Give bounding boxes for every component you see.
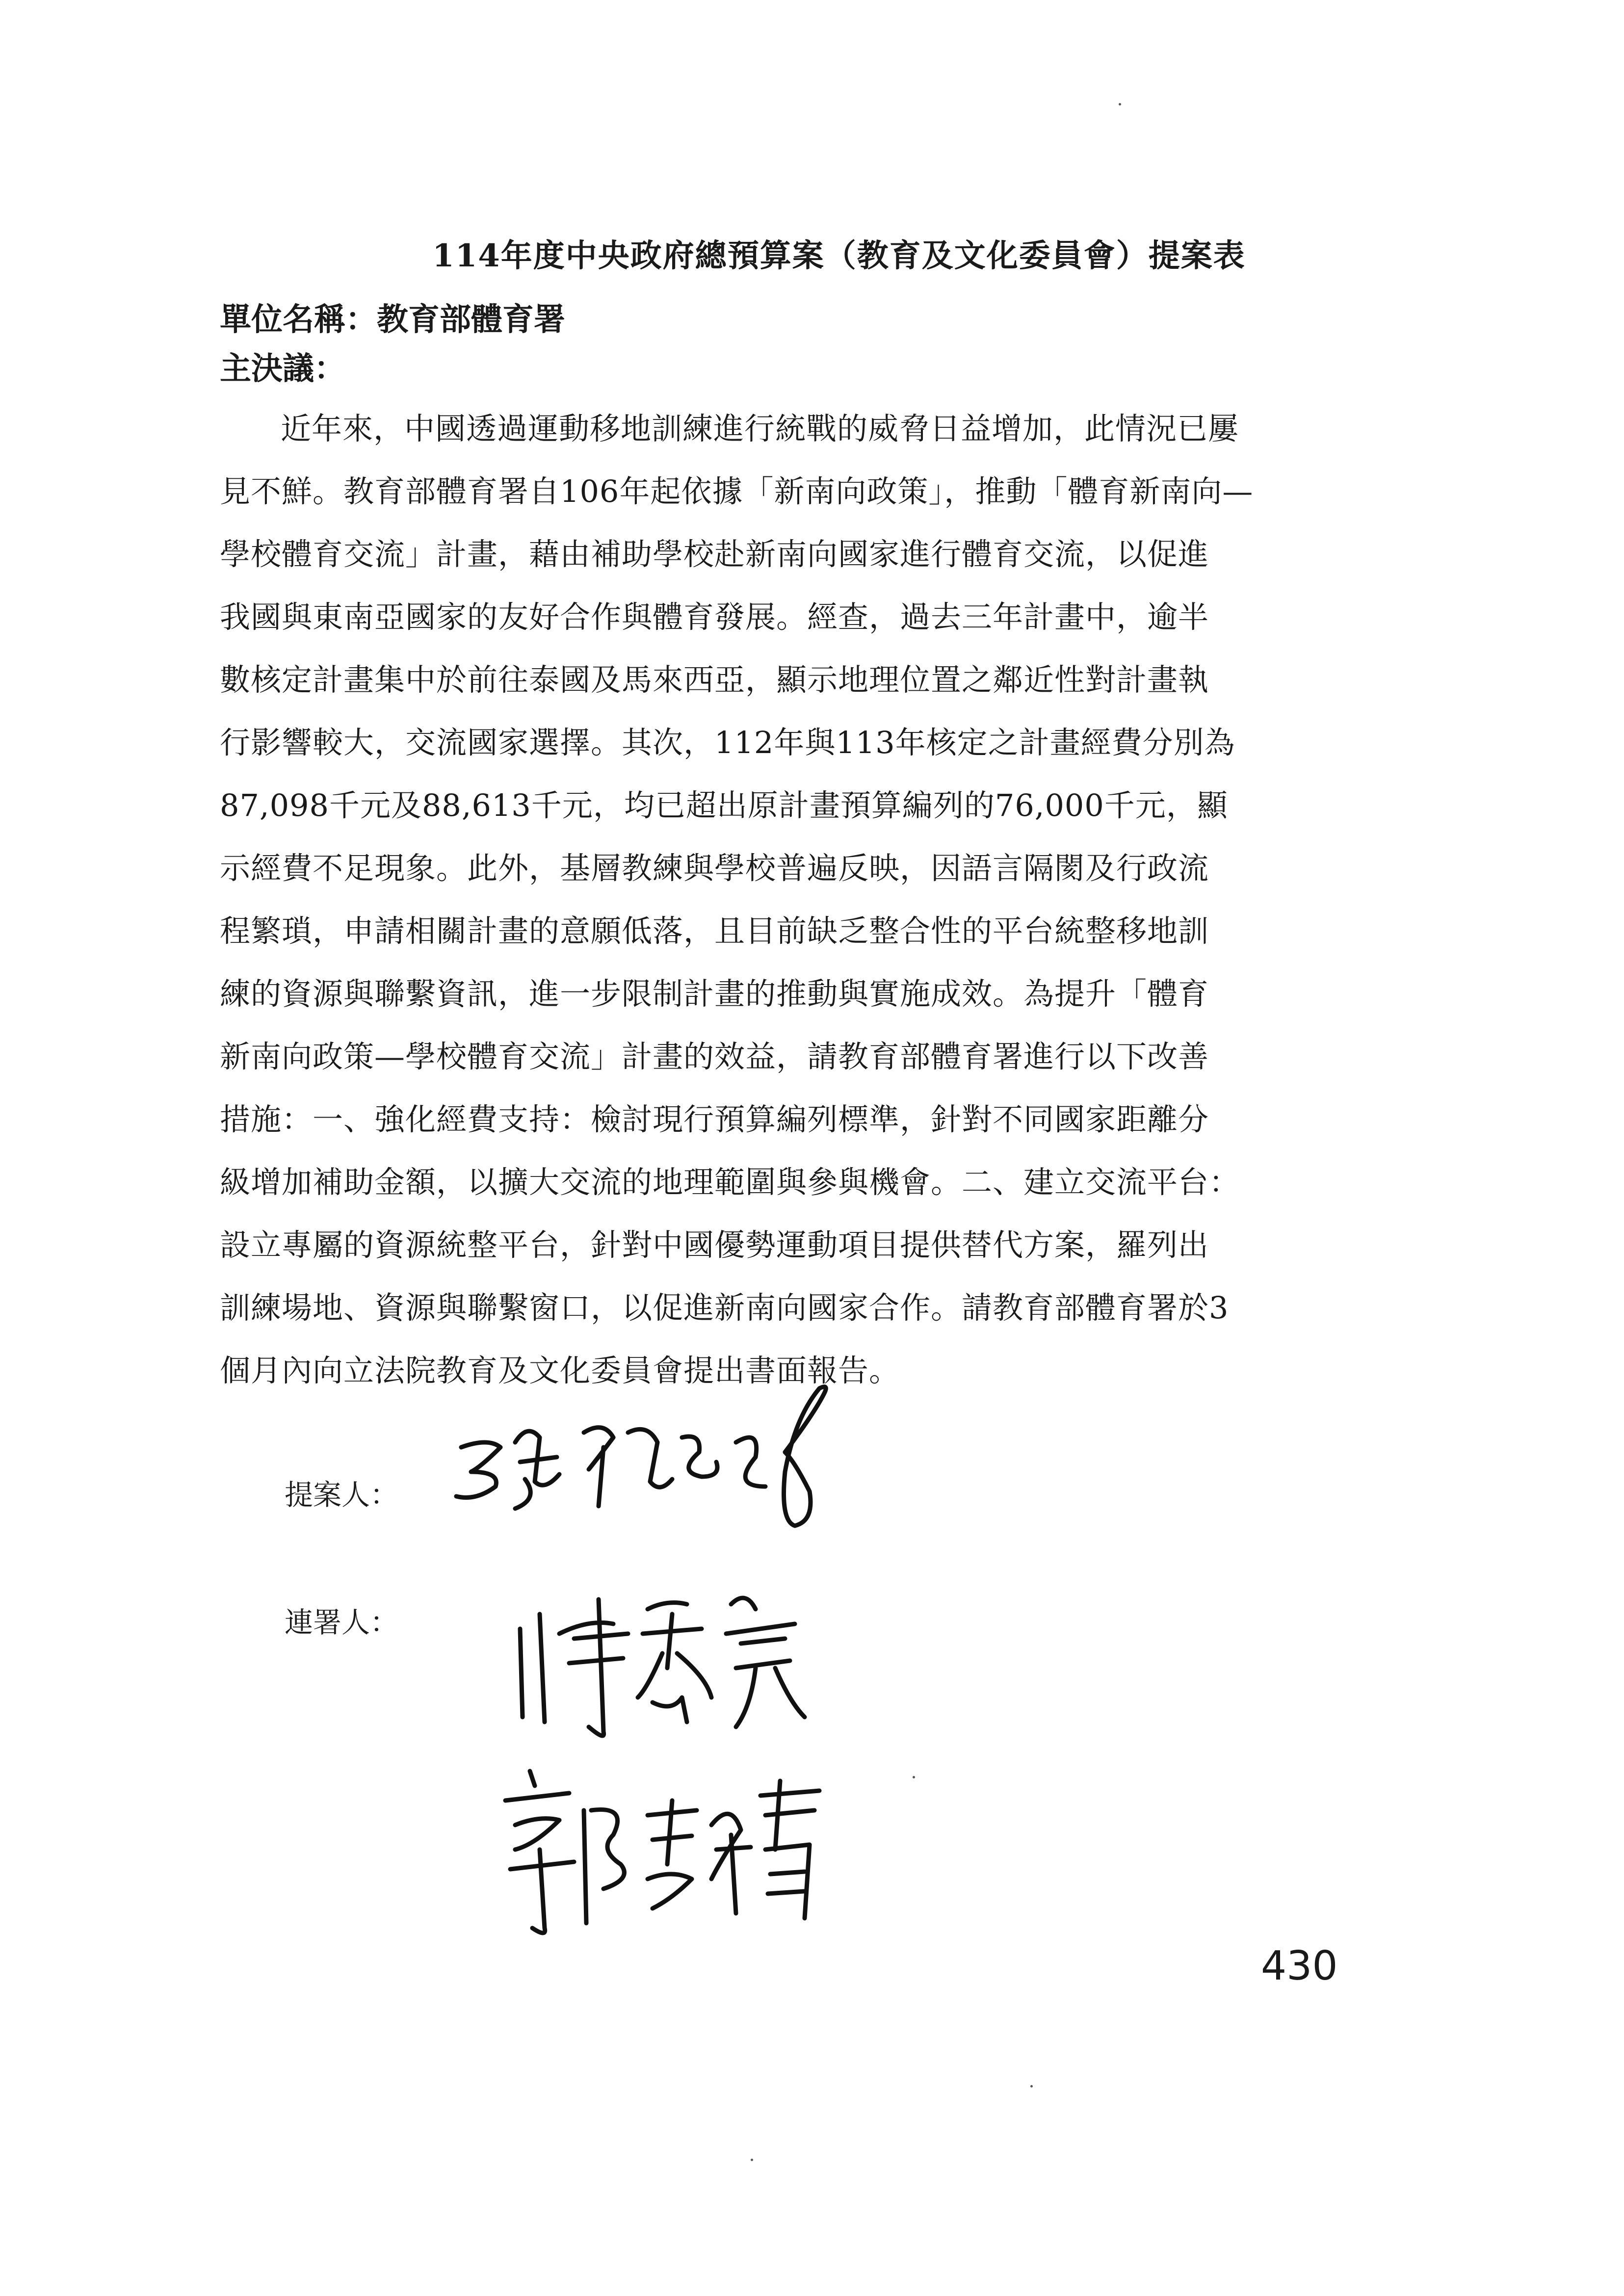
scan-speck [1030,2085,1033,2087]
body-line: 我國與東南亞國家的友好合作與體育發展。經查，過去三年計畫中，逾半 [220,599,1209,635]
cosigner-signature-1 [500,1570,834,1747]
resolution-label: 主決議： [220,350,345,387]
body-line: 示經費不足現象。此外，基層教練與學校普遍反映，因語言隔閡及行政流 [220,850,1209,886]
resolution-body [220,397,1427,1402]
body-line: 級增加補助金額，以擴大交流的地理範圍與參與機會。二、建立交流平台： [220,1164,1240,1200]
body-line: 設立專屬的資源統整平台，針對中國優勢運動項目提供替代方案，羅列出 [220,1227,1209,1263]
page-number: 430 [1261,1943,1338,1989]
unit-name: 教育部體育署 [377,301,565,338]
body-line: 行影響較大，交流國家選擇。其次，112年與113年核定之計畫經費分別為 [220,725,1235,760]
scan-speck [1119,103,1121,105]
body-line: 程繁瑣，申請相關計畫的意願低落，且目前缺乏整合性的平台統整移地訓 [220,913,1209,949]
body-line: 近年來，中國透過運動移地訓練進行統戰的威脅日益增加，此情況已屢 [281,411,1239,446]
body-line: 見不鮮。教育部體育署自106年起依據「新南向政策」，推動「體育新南向— [220,473,1254,509]
body-line: 個月內向立法院教育及文化委員會提出書面報告。 [220,1353,900,1388]
body-line: 數核定計畫集中於前往泰國及馬來西亞，顯示地理位置之鄰近性對計畫執 [220,662,1209,698]
body-line: 措施：一、強化經費支持：檢討現行預算編列標準，針對不同國家距離分 [220,1101,1209,1137]
body-line: 87,098千元及88,613千元，均已超出原計畫預算編列的76,000千元，顯 [220,787,1228,823]
body-line: 新南向政策—學校體育交流」計畫的效益，請教育部體育署進行以下改善 [220,1039,1209,1074]
document-title: 114年度中央政府總預算案（教育及文化委員會）提案表 [432,237,1246,274]
body-line: 學校體育交流」計畫，藉由補助學校赴新南向國家進行體育交流，以促進 [220,536,1209,572]
unit-label: 單位名稱： [220,301,377,338]
body-line: 練的資源與聯繫資訊，進一步限制計畫的推動與實施成效。為提升「體育 [220,976,1209,1012]
proposer-signature [442,1374,883,1540]
proposer-label: 提案人： [285,1478,399,1512]
scan-speck [751,2159,753,2161]
unit-line [220,294,565,339]
cosigner-signature-2 [486,1751,839,1938]
scan-speck [913,1776,915,1778]
cosigner-label: 連署人： [285,1606,399,1639]
body-line: 訓練場地、資源與聯繫窗口，以促進新南向國家合作。請教育部體育署於3 [220,1290,1229,1326]
